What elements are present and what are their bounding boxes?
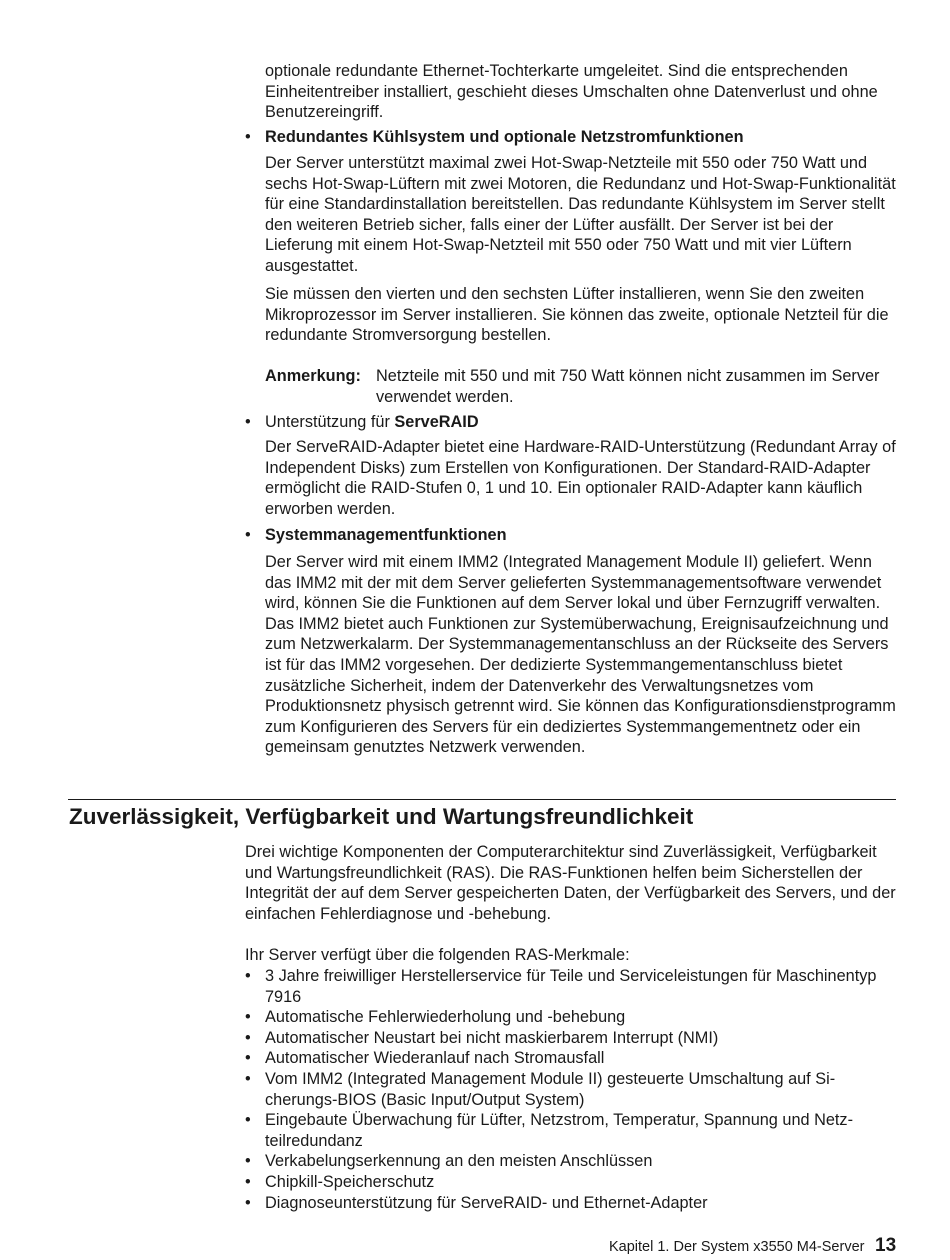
- footer-chapter: Kapitel 1. Der System x3550 M4-Server: [609, 1239, 865, 1255]
- feature-sysmgmt-paragraph: Der Server wird mit einem IMM2 (Integrated Management Module II) geliefert. Wenn das IMM2 mit der mit dem Server gelieferten Systemmanagementsoftware verwendet wird, können Sie die Funktionen auf dem Server lokal und über Fernzugriff verwalten. Das IMM2 bietet auch Funktionen zur Systemüberwachung, Ereignisaufzeichnung und zum Netzwerkalarm. Der Systemmanagementanschluss an der Rückseite des Servers ist für das IMM2 vorgesehen. Der dedizierte Systemmangementanschluss bietet zusätzliche Sicherheit, indem der Datenverkehr des Verwaltungsnetzes vom Produktionsnetz physisch getrennt wird. Sie können das Konfigurationsdienstprogramm zum Konfigurieren des Servers für ein dediziertes Systemmangementnetz oder ein gemeinsam genutztes Netzwerk verwenden.: [265, 553, 896, 757]
- bullet-icon: •: [245, 1069, 251, 1088]
- feature-sysmgmt-title: Systemmanagementfunktionen: [265, 526, 507, 544]
- list-item: • Eingebaute Überwachung für Lüfter, Netzstrom, Temperatur, Spannung und Netzteilredundanz: [245, 1111, 853, 1150]
- bullet-icon: •: [245, 1008, 251, 1027]
- bullet-icon: •: [245, 967, 251, 985]
- list-item: • 3 Jahre freiwilliger Herstellerservice für Teile und Serviceleistungen für Maschinentyp 7916: [245, 967, 877, 1006]
- bullet-icon: •: [245, 1049, 251, 1068]
- bullet-icon: •: [245, 526, 251, 544]
- list-item: • Vom IMM2 (Integrated Management Module II) gesteuerte Umschaltung auf Sicherungs-BIOS (Basic Input/Output System): [245, 1069, 836, 1109]
- note-block: [265, 366, 897, 407]
- bullet-icon: •: [245, 1111, 251, 1130]
- feature-sysmgmt: [245, 525, 897, 546]
- list-item: • Chipkill-Speicherschutz: [245, 1172, 435, 1191]
- feature-serveraid-title-prefix: Unterstützung für: [265, 413, 395, 431]
- feature-cooling: [245, 127, 897, 148]
- bullet-icon: •: [245, 1152, 251, 1171]
- note-label: Anmerkung:: [265, 367, 361, 385]
- intro-paragraph: optionale redundante Ethernet-Tochterkarte umgeleitet. Sind die entsprechenden Einheitentreiber installiert, geschieht dieses Umschalten ohne Datenverlust und ohne Benutzereingriff.: [265, 62, 878, 122]
- section-divider: [68, 799, 896, 800]
- feature-serveraid-title-bold: ServeRAID: [394, 413, 479, 431]
- note-text: Netzteile mit 550 und mit 750 Watt können nicht zusammen im Server verwendet werden.: [376, 367, 880, 406]
- list-item: • Diagnoseunterstützung für ServeRAID- und Ethernet-Adapter: [245, 1193, 708, 1212]
- feature-serveraid-paragraph: Der ServeRAID-Adapter bietet eine Hardware-RAID-Unterstützung (Redundant Array of Independent Disks) zum Erstellen von Konfigurationen. Der Standard-RAID-Adapter ermöglicht die RAID-Stufen 0, 1 und 10. Ein optionaler RAID-Adapter kann käuflich erworben werden.: [265, 438, 896, 518]
- section-heading: Zuverlässigkeit, Verfügbarkeit und Wartungsfreundlichkeit: [69, 804, 694, 829]
- bullet-icon: •: [245, 1172, 251, 1191]
- ras-feature-list: [245, 966, 897, 1213]
- list-item: • Automatischer Wiederanlauf nach Stromausfall: [245, 1049, 605, 1068]
- bullet-icon: •: [245, 413, 251, 431]
- list-item: • Automatische Fehlerwiederholung und -behebung: [245, 1008, 626, 1027]
- feature-cooling-title: Redundantes Kühlsystem und optionale Netzstromfunktionen: [265, 128, 744, 146]
- feature-serveraid: [245, 412, 897, 433]
- page-number: 13: [875, 1235, 897, 1256]
- section-paragraph: Drei wichtige Komponenten der Computerarchitektur sind Zuverlässigkeit, Verfügbarkeit und Wartungsfreundlichkeit (RAS). Die RAS-Funktionen helfen beim Sicherstellen der Integrität der auf dem Server gespeicherten Daten, der Verfügbarkeit des Servers, und der einfachen Fehlerdiagnose und -behebung.: [245, 843, 896, 923]
- feature-serveraid-title: [265, 412, 897, 433]
- bullet-icon: •: [245, 1028, 251, 1047]
- feature-cooling-paragraph-2: Sie müssen den vierten und den sechsten Lüfter installieren, wenn Sie den zweiten Mikroprozessor im Server installieren. Sie können das zweite, optionale Netzteil für die redundante Stromversorgung bestellen.: [265, 285, 889, 345]
- list-item: • Automatischer Neustart bei nicht maskierbarem Interrupt (NMI): [245, 1028, 719, 1047]
- bullet-icon: •: [245, 1193, 251, 1212]
- list-item: • Verkabelungserkennung an den meisten Anschlüssen: [245, 1152, 653, 1171]
- ras-list-intro: Ihr Server verfügt über die folgenden RAS-Merkmale:: [245, 946, 630, 964]
- feature-cooling-paragraph-1: Der Server unterstützt maximal zwei Hot-Swap-Netzteile mit 550 oder 750 Watt und sechs Hot-Swap-Lüftern mit zwei Motoren, die Redundanz und Hot-Swap-Funktionalität für eine Standardinstallation bereitstellen. Das redundante Kühlsystem im Server stellt den weiteren Betrieb sicher, falls einer der Lüfter ausfällt. Der Server ist bei der Lieferung mit einem Hot-Swap-Netzteil mit 550 oder 750 Watt und mit vier Lüftern ausgestattet.: [265, 154, 896, 275]
- bullet-icon: •: [245, 128, 251, 146]
